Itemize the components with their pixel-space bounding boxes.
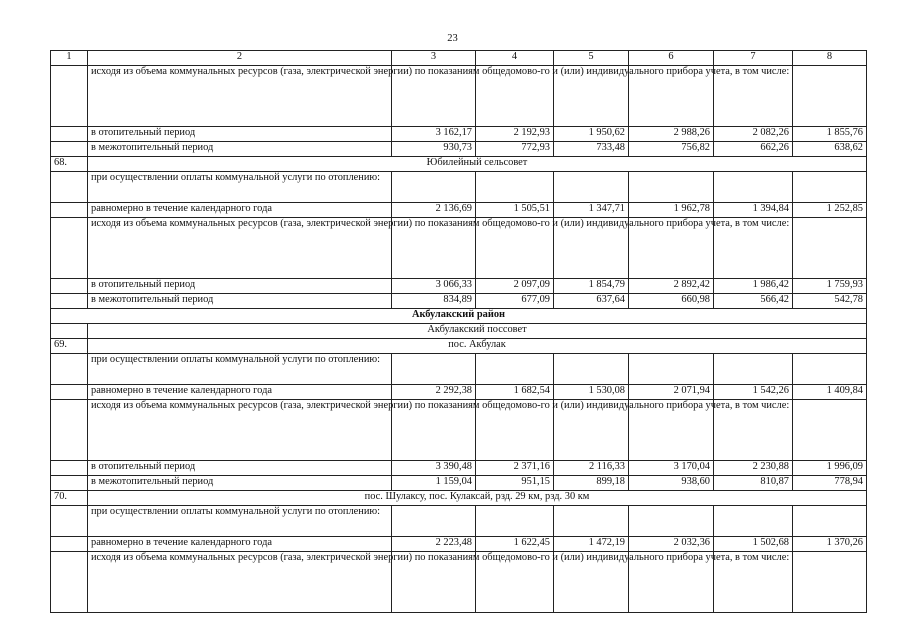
header-cell: 2 [88,51,392,66]
header-cell: 6 [629,51,714,66]
header-row [51,51,867,66]
header-cell: 7 [714,51,793,66]
table-row [51,294,867,309]
value-cell: 566,42 [714,294,793,309]
council-row [51,324,867,339]
value-cell: 2 988,26 [629,127,714,142]
header-cell: 8 [793,51,867,66]
value-cell: 1 855,76 [793,127,867,142]
table-row [51,127,867,142]
section-title: пос. Акбулак [88,339,867,354]
table-row [51,385,867,400]
value-cell: 637,64 [554,294,629,309]
page-number: 23 [447,33,458,44]
header-cell: 5 [554,51,629,66]
table-row [51,279,867,294]
value-cell: 2 292,38 [392,385,476,400]
value-cell: 542,78 [793,294,867,309]
table-row [51,218,867,279]
value-cell: 1 530,08 [554,385,629,400]
table-row [51,506,867,537]
volume-note: исходя из объема коммунальных ресурсов (газа, электрической энергии) по показаниям общедомово-го и (или) индивидуального прибора учета, в том числе: [88,400,392,461]
row-label: в межотопительный период [88,142,392,157]
row-label: в отопительный период [88,127,392,142]
volume-note: исходя из объема коммунальных ресурсов (газа, электрической энергии) по показаниям общедомово-го и (или) индивидуального прибора учета, в том числе: [88,552,392,613]
row-index: 70. [51,491,88,506]
value-cell: 638,62 [793,142,867,157]
value-cell: 2 032,36 [629,537,714,552]
table-row [51,203,867,218]
value-cell: 1 370,26 [793,537,867,552]
row-index: 68. [51,157,88,172]
payment-note: при осуществлении оплаты коммунальной услуги по отоплению: [88,506,392,537]
value-cell: 2 082,26 [714,127,793,142]
value-cell: 1 505,51 [476,203,554,218]
volume-note: исходя из объема коммунальных ресурсов (газа, электрической энергии) по показаниям общедомово-го и (или) индивидуального прибора учета, в том числе: [88,218,392,279]
table-row [51,400,867,461]
value-cell: 1 394,84 [714,203,793,218]
volume-note: исходя из объема коммунальных ресурсов (газа, электрической энергии) по показаниям общедомово-го и (или) индивидуального прибора учета, в том числе: [88,66,392,127]
district-title: Акбулакский район [51,309,867,324]
value-cell: 1 682,54 [476,385,554,400]
value-cell: 930,73 [392,142,476,157]
section-title: Юбилейный сельсовет [88,157,867,172]
value-cell: 3 066,33 [392,279,476,294]
value-cell: 756,82 [629,142,714,157]
value-cell: 2 223,48 [392,537,476,552]
value-cell: 1 986,42 [714,279,793,294]
payment-note: при осуществлении оплаты коммунальной услуги по отоплению: [88,172,392,203]
row-label: в межотопительный период [88,476,392,491]
value-cell: 938,60 [629,476,714,491]
table-row [51,354,867,385]
table-row [51,552,867,613]
value-cell: 1 542,26 [714,385,793,400]
payment-note: при осуществлении оплаты коммунальной услуги по отоплению: [88,354,392,385]
section-heading-row [51,491,867,506]
value-cell: 2 230,88 [714,461,793,476]
section-heading-row [51,339,867,354]
value-cell: 662,26 [714,142,793,157]
value-cell: 1 252,85 [793,203,867,218]
table-row [51,66,867,127]
header-cell: 3 [392,51,476,66]
value-cell: 733,48 [554,142,629,157]
value-cell: 2 071,94 [629,385,714,400]
tariff-table [50,50,867,613]
value-cell: 1 854,79 [554,279,629,294]
value-cell: 834,89 [392,294,476,309]
value-cell: 2 097,09 [476,279,554,294]
value-cell: 778,94 [793,476,867,491]
value-cell: 1 996,09 [793,461,867,476]
district-row [51,309,867,324]
value-cell: 660,98 [629,294,714,309]
value-cell: 899,18 [554,476,629,491]
row-label: равномерно в течение календарного года [88,203,392,218]
value-cell: 677,09 [476,294,554,309]
row-label: равномерно в течение календарного года [88,385,392,400]
value-cell: 2 192,93 [476,127,554,142]
row-label: равномерно в течение календарного года [88,537,392,552]
value-cell: 810,87 [714,476,793,491]
section-heading-row [51,157,867,172]
value-cell: 3 390,48 [392,461,476,476]
value-cell: 1 347,71 [554,203,629,218]
row-index: 69. [51,339,88,354]
value-cell: 2 892,42 [629,279,714,294]
value-cell: 2 371,16 [476,461,554,476]
table-row [51,142,867,157]
value-cell: 1 409,84 [793,385,867,400]
council-title: Акбулакский поссовет [88,324,867,339]
value-cell: 1 759,93 [793,279,867,294]
header-cell: 4 [476,51,554,66]
table-row [51,537,867,552]
section-title: пос. Шулаксу, пос. Кулаксай, рзд. 29 км, рзд. 30 км [88,491,867,506]
table-row [51,461,867,476]
table-row [51,172,867,203]
value-cell: 1 502,68 [714,537,793,552]
row-label: в межотопительный период [88,294,392,309]
value-cell: 1 950,62 [554,127,629,142]
value-cell: 1 962,78 [629,203,714,218]
value-cell: 772,93 [476,142,554,157]
header-cell: 1 [51,51,88,66]
value-cell: 1 472,19 [554,537,629,552]
value-cell: 2 116,33 [554,461,629,476]
value-cell: 951,15 [476,476,554,491]
value-cell: 2 136,69 [392,203,476,218]
value-cell: 1 622,45 [476,537,554,552]
value-cell: 3 162,17 [392,127,476,142]
table-row [51,476,867,491]
value-cell: 3 170,04 [629,461,714,476]
row-label: в отопительный период [88,461,392,476]
row-label: в отопительный период [88,279,392,294]
value-cell: 1 159,04 [392,476,476,491]
